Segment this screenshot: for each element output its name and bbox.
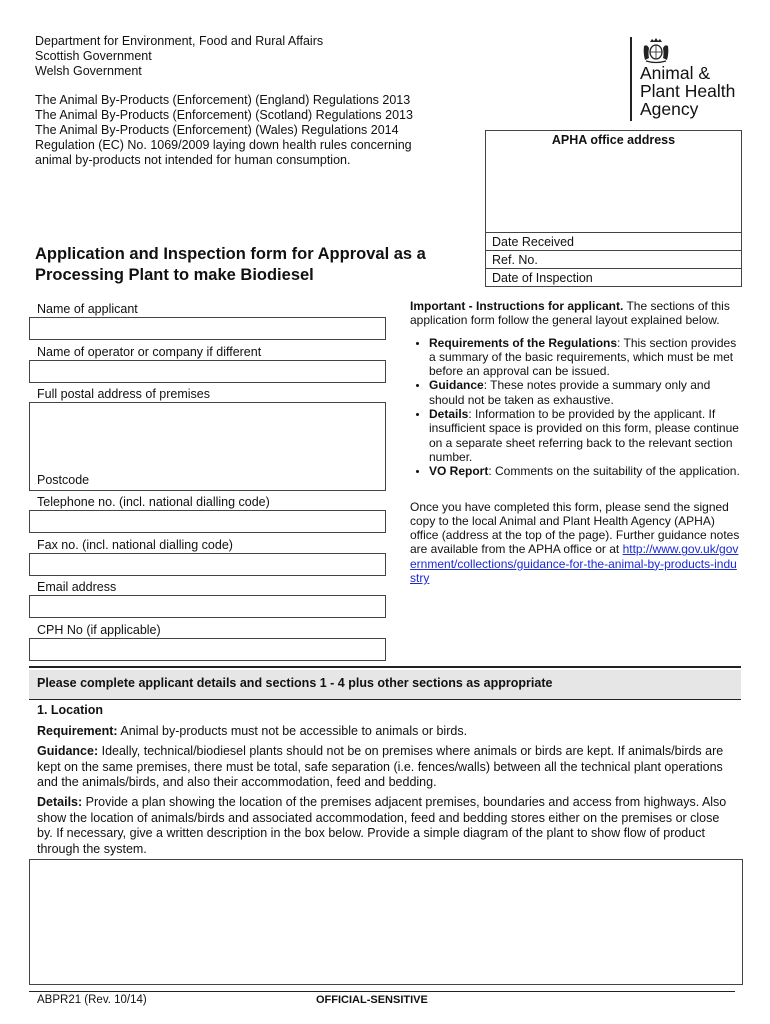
section-1-guidance: Guidance: Ideally, technical/biodiesel plants should not be on premises where animals or birds are kept. If animals/birds are kept on the same premises, there must be total, safe separation (i.e. fences/walls) between all the technical plant operations and the animals/birds, and also their accommodation, feed and bedding. bbox=[37, 744, 724, 789]
security-marking: OFFICIAL-SENSITIVE bbox=[316, 994, 428, 1006]
instructions-list bbox=[410, 336, 740, 479]
date-received-field[interactable]: Date Received bbox=[486, 233, 742, 251]
logo-line-3: Agency bbox=[640, 99, 699, 119]
logo-line-2: Plant Health bbox=[640, 81, 736, 101]
regulation-ec-1: Regulation (EC) No. 1069/2009 laying down health rules concerning bbox=[35, 138, 412, 152]
list-item: • Details: Information to be provided by the applicant. If insufficient space is provided on this form, please continue on a separate sheet referring back to the relevant section number. bbox=[429, 407, 740, 464]
authority-welsh: Welsh Government bbox=[35, 64, 142, 78]
guidance-link[interactable]: http://www.gov.uk/government/collections/guidance-for-the-animal-by-products-industry bbox=[410, 542, 739, 586]
divider bbox=[29, 699, 741, 700]
office-use-table bbox=[485, 130, 742, 287]
email-label: Email address bbox=[37, 580, 117, 594]
regulation-england: The Animal By-Products (Enforcement) (England) Regulations 2013 bbox=[35, 93, 411, 107]
name-of-applicant-label: Name of applicant bbox=[37, 302, 138, 316]
apha-office-address-box[interactable]: APHA office address bbox=[486, 131, 742, 233]
list-item: • Guidance: These notes provide a summary only and should not be taken as exhaustive. bbox=[429, 378, 740, 407]
send-instructions: Once you have completed this form, please send the signed copy to the local Animal and Plant Health Agency (APHA) office (address at the top of the page). Further guidance notes are available from the APHA office or at http://www.gov.uk/government/collections/guidance-for-the-animal-by-products-industry bbox=[410, 499, 740, 586]
authority-scottish: Scottish Government bbox=[35, 49, 152, 63]
banner-text: Please complete applicant details and sections 1 - 4 plus other sections as appropriate bbox=[37, 676, 553, 690]
cph-label: CPH No (if applicable) bbox=[37, 623, 161, 637]
regulation-scotland: The Animal By-Products (Enforcement) (Scotland) Regulations 2013 bbox=[35, 108, 413, 122]
header-authorities bbox=[35, 34, 413, 168]
date-of-inspection-field[interactable]: Date of Inspection bbox=[486, 269, 742, 287]
email-input[interactable] bbox=[29, 595, 386, 618]
fax-input[interactable] bbox=[29, 553, 386, 576]
instructions-intro bbox=[410, 299, 740, 328]
name-of-applicant-input[interactable] bbox=[29, 317, 386, 340]
section-1-title: 1. Location bbox=[37, 703, 103, 717]
form-reference: ABPR21 (Rev. 10/14) bbox=[37, 994, 147, 1006]
ref-no-field[interactable]: Ref. No. bbox=[486, 251, 742, 269]
apha-logo bbox=[630, 37, 745, 122]
footer-divider bbox=[29, 991, 735, 992]
telephone-label: Telephone no. (incl. national dialling code) bbox=[37, 495, 270, 509]
regulation-wales: The Animal By-Products (Enforcement) (Wales) Regulations 2014 bbox=[35, 123, 399, 137]
section-1-details: Details: Provide a plan showing the location of the premises adjacent premises, boundaries and access from highways. Also show the location of animals/birds and associated accommodation, feed and bedding stores either on the premises or close by. If necessary, give a written description in the box below. Provide a simple diagram of the plant to show flow of product through the system. bbox=[37, 795, 727, 856]
postcode-label: Postcode bbox=[37, 473, 90, 487]
divider bbox=[29, 666, 741, 668]
regulation-ec-2: animal by-products not intended for human consumption. bbox=[35, 153, 351, 167]
section-1-requirement: Requirement: Animal by-products must not be accessible to animals or birds. bbox=[37, 724, 468, 738]
cph-input[interactable] bbox=[29, 638, 386, 661]
operator-name-input[interactable] bbox=[29, 360, 386, 383]
instructions-intro-bold: Important - Instructions for applicant. bbox=[410, 299, 624, 313]
instructions-intro-text: The sections of this application form follow the general layout explained below. bbox=[410, 299, 730, 328]
operator-name-label: Name of operator or company if different bbox=[37, 345, 262, 359]
instructions-panel bbox=[410, 299, 740, 585]
list-item: • Requirements of the Regulations: This section provides a summary of the basic requirements, which must be met before an approval can be issued. bbox=[429, 336, 740, 379]
location-details-input[interactable] bbox=[29, 859, 743, 985]
royal-crest-icon bbox=[641, 37, 671, 64]
postal-address-label: Full postal address of premises bbox=[37, 387, 210, 401]
authority-defra: Department for Environment, Food and Rural Affairs bbox=[35, 34, 324, 48]
form-title-line-2: Processing Plant to make Biodiesel bbox=[35, 266, 314, 284]
list-item: • VO Report: Comments on the suitability of the application. bbox=[429, 464, 740, 478]
form-title-line-1: Application and Inspection form for Approval as a bbox=[35, 245, 426, 263]
form-title bbox=[35, 244, 426, 286]
fax-label: Fax no. (incl. national dialling code) bbox=[37, 538, 233, 552]
telephone-input[interactable] bbox=[29, 510, 386, 533]
logo-line-1: Animal & bbox=[640, 63, 711, 83]
